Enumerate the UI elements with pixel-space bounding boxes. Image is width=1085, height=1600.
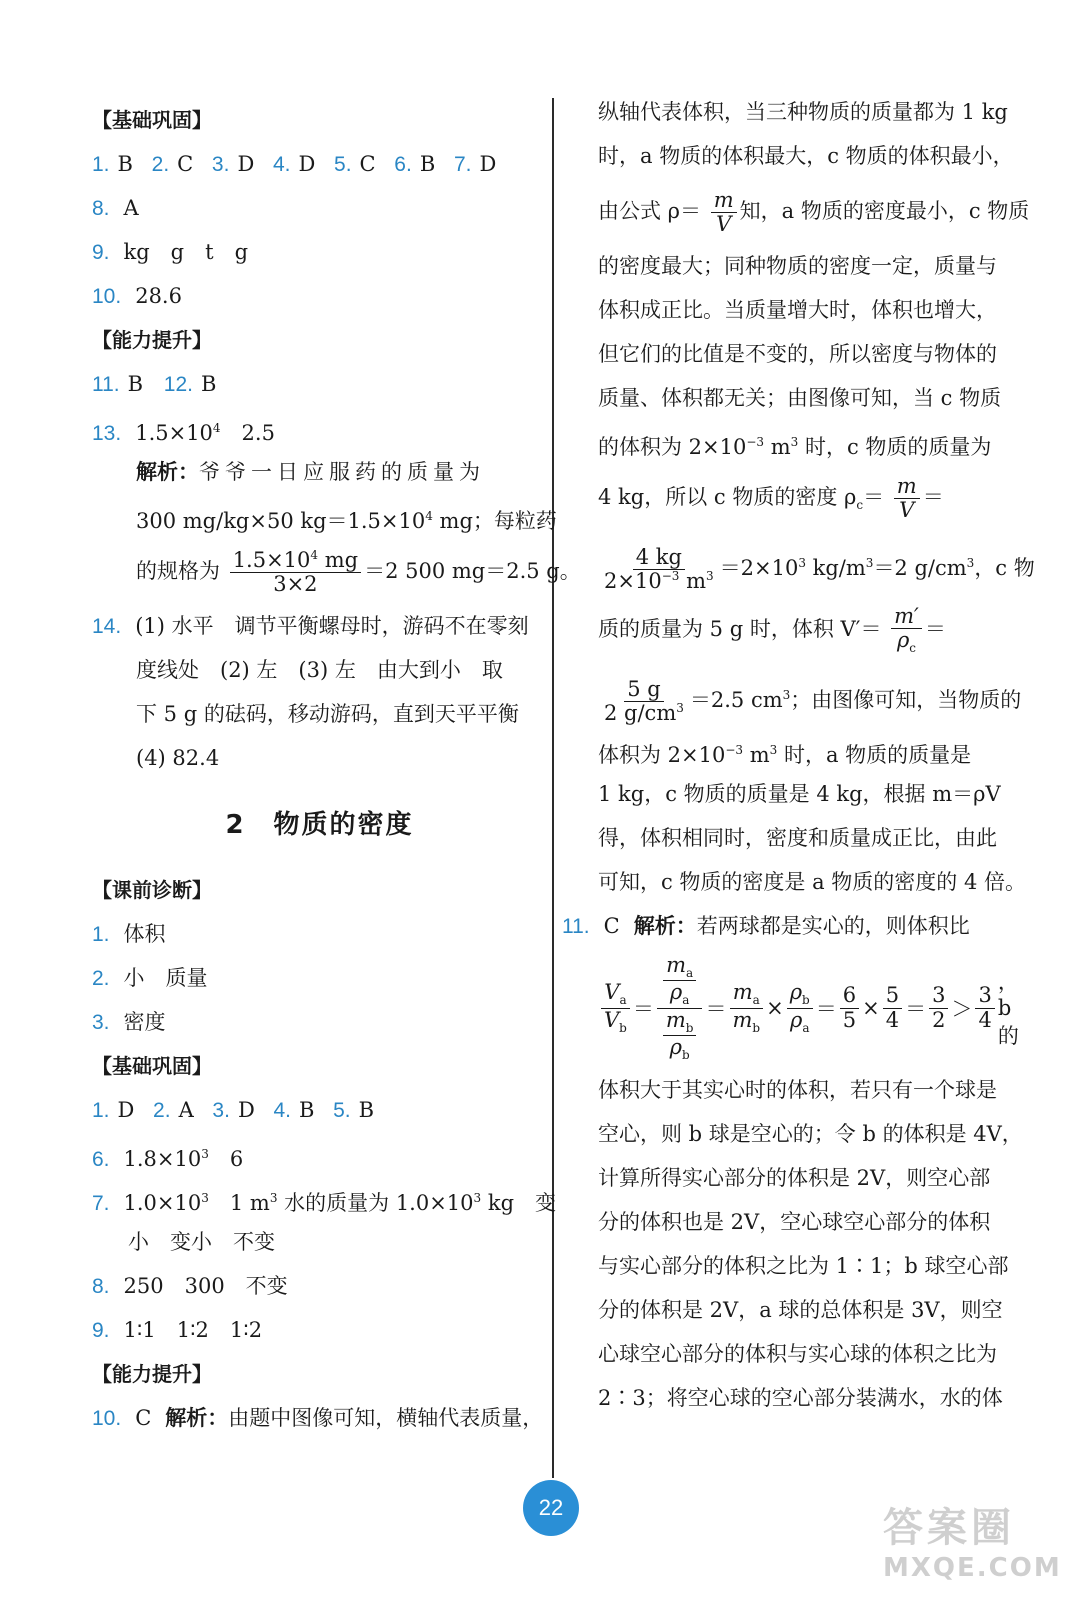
frac-numerator: 4 kg bbox=[633, 546, 685, 570]
analysis-text: 若两球都是实心的，则体积比 bbox=[696, 914, 970, 938]
analysis-label: 解析： bbox=[165, 1406, 229, 1430]
analysis-text: m bbox=[743, 743, 770, 767]
section-heading-jichu-2: 【基础巩固】 bbox=[92, 1054, 212, 1078]
analysis-text: ＝ bbox=[924, 617, 946, 641]
q-answer: B bbox=[298, 1098, 315, 1122]
superscript: 3 bbox=[473, 1191, 482, 1205]
frac-numerator: m bbox=[894, 475, 920, 499]
superscript: 3 bbox=[201, 1191, 209, 1205]
analysis-text: ＝ bbox=[922, 485, 944, 509]
frac-denominator bbox=[601, 570, 717, 593]
analysis-line: 与实心部分的体积之比为 1∶1；b 球空心部 bbox=[598, 1254, 1009, 1278]
q-answer: 2.5 bbox=[220, 421, 275, 445]
superscript: −3 bbox=[746, 435, 765, 449]
operator: ＝ bbox=[905, 997, 927, 1021]
fraction bbox=[891, 605, 922, 655]
frac-numerator: mg bbox=[318, 547, 359, 572]
analysis-line: 体积成正比。当质量增大时，体积也增大， bbox=[598, 298, 997, 322]
q-number: 7. bbox=[92, 1192, 110, 1215]
analysis-line: 分的体积是 2V，a 球的总体积是 3V，则空 bbox=[598, 1298, 1003, 1322]
analysis-line: 心球空心部分的体积与实心球的体积之比为 bbox=[598, 1342, 997, 1366]
q-answer: D bbox=[237, 152, 255, 176]
analysis-line: 计算所得实心部分的体积是 2V，则空心部 bbox=[598, 1166, 991, 1190]
q-number: 1. bbox=[92, 1099, 110, 1122]
right-column bbox=[562, 90, 1035, 1420]
analysis-line-formula bbox=[562, 530, 1035, 596]
page-number-badge: 22 bbox=[523, 1480, 579, 1536]
superscript: 3 bbox=[865, 556, 874, 570]
analysis-13-line1 bbox=[92, 450, 547, 494]
analysis-text: ＝2.5 cm bbox=[689, 688, 783, 712]
q-number: 3. bbox=[212, 1099, 230, 1122]
var: ρ bbox=[789, 1007, 803, 1032]
q-answer: 1.5×10 bbox=[135, 421, 213, 445]
q-answer: D bbox=[117, 1098, 135, 1122]
watermark-url: MXQE.COM bbox=[883, 1553, 1062, 1583]
q-number: 12. bbox=[163, 373, 193, 396]
analysis-line: 纵轴代表体积，当三种物质的质量都为 1 kg bbox=[598, 100, 1008, 124]
q-answer: D bbox=[237, 1098, 255, 1122]
q-answer: 1 m bbox=[208, 1191, 270, 1215]
subscript: b bbox=[685, 1020, 694, 1035]
q-number: 9. bbox=[92, 241, 110, 264]
q-answer: D bbox=[479, 152, 497, 176]
volume-ratio-formula bbox=[562, 948, 1022, 1068]
superscript: 3 bbox=[966, 556, 975, 570]
superscript: 3 bbox=[269, 1191, 278, 1205]
chapter-title: 2 物质的密度 bbox=[225, 810, 414, 840]
answer-14-line1 bbox=[92, 604, 547, 648]
subscript: a bbox=[682, 993, 690, 1008]
denominator-text: ρ bbox=[896, 628, 910, 653]
fraction bbox=[883, 984, 902, 1031]
analysis-13-line2 bbox=[92, 494, 557, 538]
superscript: 4 bbox=[212, 421, 221, 435]
subscript: b bbox=[752, 1020, 761, 1035]
var: m bbox=[665, 1007, 686, 1032]
q-answer: 6 bbox=[208, 1147, 244, 1171]
q-answer: C bbox=[177, 152, 194, 176]
answer-8b bbox=[92, 1264, 547, 1308]
q-number: 2. bbox=[153, 1099, 171, 1122]
superscript: 3 bbox=[782, 688, 791, 702]
analysis-line: 分的体积也是 2V，空心球空心部分的体积 bbox=[598, 1210, 991, 1234]
analysis-text: 的规格为 bbox=[136, 559, 220, 583]
analysis-line: 体积大于其实心时的体积，若只有一个球是 bbox=[598, 1078, 997, 1102]
q-answer: A bbox=[123, 196, 139, 220]
superscript: 3 bbox=[705, 569, 714, 583]
q-answer: 1.8×10 bbox=[123, 1147, 202, 1171]
superscript: 3 bbox=[676, 701, 684, 715]
q-answer: C bbox=[603, 914, 620, 938]
q-number: 3. bbox=[211, 153, 230, 176]
q-answer: 1.0×10 bbox=[123, 1191, 202, 1215]
section-heading-jichu: 【基础巩固】 bbox=[92, 108, 212, 132]
analysis-line-formula bbox=[562, 464, 1022, 530]
answer-row-1-7 bbox=[92, 142, 547, 186]
answer-7-line2: 小 变小 不变 bbox=[128, 1230, 275, 1254]
analysis-label: 解析： bbox=[633, 914, 697, 938]
q-number: 11. bbox=[562, 915, 590, 938]
superscript: 3 bbox=[769, 743, 778, 757]
frac-denominator: 5 bbox=[842, 1007, 857, 1032]
kq-answer-3 bbox=[92, 1000, 547, 1044]
frac-numerator: 3 bbox=[929, 984, 948, 1008]
frac-numerator: 1.5×10 bbox=[232, 547, 311, 572]
superscript: 4 bbox=[425, 509, 433, 523]
subscript: a bbox=[802, 1020, 810, 1035]
q-answer: B bbox=[127, 372, 144, 396]
section-heading-kqzd: 【课前诊断】 bbox=[92, 878, 212, 902]
answer-11-12 bbox=[92, 362, 547, 406]
frac-denominator bbox=[601, 702, 687, 725]
q-answer: B bbox=[200, 372, 217, 396]
superscript: 4 bbox=[310, 547, 319, 562]
q-number: 14. bbox=[92, 615, 122, 638]
analysis-text: 爷爷一日应服药的质量为 bbox=[199, 460, 485, 484]
analysis-line: 得，体积相同时，密度和质量成正比，由此 bbox=[598, 826, 997, 850]
answer-10b bbox=[92, 1396, 547, 1440]
frac-denominator bbox=[894, 629, 919, 655]
q-number: 6. bbox=[394, 153, 412, 176]
fraction bbox=[840, 984, 859, 1031]
denominator-text: 2 g/cm bbox=[604, 701, 677, 725]
fraction bbox=[729, 981, 763, 1035]
subscript: a bbox=[619, 993, 627, 1008]
q-answer: kg g t g bbox=[123, 240, 249, 264]
answer-row-1-5 bbox=[92, 1088, 547, 1132]
fraction bbox=[929, 984, 948, 1031]
frac-numerator: 5 bbox=[883, 984, 902, 1008]
analysis-line-formula bbox=[562, 178, 1030, 244]
fraction bbox=[230, 549, 361, 596]
frac-numerator: 6 bbox=[840, 984, 859, 1008]
q-answer: 小 质量 bbox=[123, 966, 208, 990]
subscript: a bbox=[752, 993, 760, 1008]
q-answer: B bbox=[358, 1098, 375, 1122]
var: m bbox=[666, 952, 687, 977]
frac-denominator: 4 bbox=[978, 1007, 992, 1032]
analysis-text: 由题中图像可知，横轴代表质量， bbox=[228, 1406, 544, 1430]
q-number: 11. bbox=[92, 373, 120, 396]
superscript: 3 bbox=[201, 1147, 209, 1161]
fraction bbox=[663, 1009, 697, 1063]
var: ρ bbox=[789, 980, 803, 1005]
analysis-line: 空心，则 b 球是空心的；令 b 的体积是 4V， bbox=[598, 1122, 1023, 1146]
analysis-line-formula bbox=[562, 596, 1022, 662]
var: V bbox=[604, 980, 620, 1005]
operator: × bbox=[862, 996, 880, 1020]
q-number: 7. bbox=[453, 153, 472, 176]
watermark-text: 答案圈 bbox=[883, 1505, 1015, 1551]
q-number: 5. bbox=[333, 1099, 351, 1122]
section-heading-nengli-2: 【能力提升】 bbox=[92, 1362, 212, 1386]
answer-14-line3: 下 5 g 的砝码，移动游码，直到天平平衡 bbox=[136, 702, 519, 726]
q-number: 8. bbox=[92, 197, 110, 220]
answer-9 bbox=[92, 230, 547, 274]
q-number: 2. bbox=[92, 967, 110, 990]
q-answer: C bbox=[359, 152, 376, 176]
answer-13 bbox=[92, 406, 547, 450]
var: ρ bbox=[669, 980, 683, 1005]
section-heading-nengli: 【能力提升】 bbox=[92, 328, 212, 352]
fraction bbox=[663, 954, 696, 1008]
answer-14-line2: 度线处 (2) 左 (3) 左 由大到小 取 bbox=[136, 658, 503, 682]
kq-answer-2 bbox=[92, 956, 547, 1000]
q-answer: kg 变 bbox=[481, 1191, 557, 1215]
analysis-line bbox=[562, 420, 1022, 464]
analysis-13-line3 bbox=[92, 538, 581, 604]
operator: ＝ bbox=[815, 997, 837, 1021]
q-answer: 密度 bbox=[123, 1010, 166, 1034]
kq-answer-1 bbox=[92, 912, 547, 956]
answer-10 bbox=[92, 274, 547, 318]
q-number: 2. bbox=[151, 153, 170, 176]
analysis-label: 解析： bbox=[136, 460, 199, 484]
answer-14-line4: (4) 82.4 bbox=[136, 746, 220, 770]
answer-8 bbox=[92, 186, 547, 230]
q-number: 13. bbox=[92, 422, 122, 445]
analysis-text: mg；每粒药 bbox=[432, 509, 557, 533]
fraction bbox=[601, 546, 717, 593]
answer-9b bbox=[92, 1308, 547, 1352]
frac-denominator: 4 bbox=[885, 1007, 900, 1032]
analysis-text: m bbox=[764, 435, 791, 459]
q-answer: 水的质量为 1.0×10 bbox=[277, 1191, 474, 1215]
analysis-text: 质的质量为 5 g 时，体积 V′＝ bbox=[598, 617, 882, 641]
subscript: c bbox=[856, 498, 864, 513]
operator: ＝ bbox=[705, 997, 727, 1021]
var: m bbox=[732, 1007, 753, 1032]
analysis-text: ＝ bbox=[863, 485, 885, 509]
analysis-line: 但它们的比值是不变的，所以密度与物体的 bbox=[598, 342, 997, 366]
q-answer: 体积 bbox=[123, 922, 166, 946]
analysis-text: 300 mg/kg×50 kg＝1.5×10 bbox=[136, 509, 426, 533]
q-number: 3. bbox=[92, 1011, 110, 1034]
q-answer: (1) 水平 调节平衡螺母时，游码不在零刻 bbox=[135, 614, 529, 638]
q-answer: C bbox=[135, 1406, 152, 1430]
operator: × bbox=[766, 996, 784, 1020]
fraction bbox=[601, 981, 630, 1035]
superscript: 3 bbox=[798, 556, 806, 570]
subscript: c bbox=[909, 641, 917, 656]
fraction bbox=[975, 984, 994, 1031]
analysis-line: 质量、体积都无关；由图像可知，当 c 物质 bbox=[598, 386, 1002, 410]
q-number: 1. bbox=[92, 923, 110, 946]
frac-denominator: 3×2 bbox=[273, 572, 318, 596]
denominator-text: 2×10 bbox=[604, 569, 662, 593]
analysis-text: 4 kg，所以 c 物质的密度 ρ bbox=[598, 485, 857, 509]
frac-numerator: m bbox=[711, 189, 737, 213]
fraction bbox=[711, 189, 737, 236]
answer-7-line1 bbox=[92, 1176, 557, 1220]
q-number: 9. bbox=[92, 1319, 110, 1342]
watermark-logo bbox=[883, 1496, 1073, 1586]
fraction bbox=[787, 981, 813, 1035]
denominator-text: m bbox=[679, 569, 706, 593]
answer-11b bbox=[562, 904, 1022, 948]
analysis-text: 体积为 2×10 bbox=[598, 743, 726, 767]
analysis-text: 知，a 物质的密度最小，c 物质 bbox=[739, 199, 1030, 223]
q-answer: D bbox=[298, 152, 316, 176]
superscript: −3 bbox=[661, 569, 680, 583]
superscript: −3 bbox=[725, 743, 744, 757]
analysis-line bbox=[562, 728, 1022, 772]
q-number: 10. bbox=[92, 1407, 122, 1430]
q-answer: 28.6 bbox=[135, 284, 182, 308]
analysis-line: 的密度最大；同种物质的密度一定，质量与 bbox=[598, 254, 997, 278]
analysis-line: 1 kg，c 物质的质量是 4 kg，根据 m＝ρV bbox=[598, 782, 1001, 806]
analysis-text: ＝2×10 bbox=[719, 556, 799, 580]
frac-numerator: m′ bbox=[891, 605, 922, 629]
left-column bbox=[92, 98, 581, 1440]
q-number: 10. bbox=[92, 285, 122, 308]
subscript: b bbox=[619, 1020, 627, 1035]
analysis-text: kg/m bbox=[805, 556, 866, 580]
q-number: 6. bbox=[92, 1148, 110, 1171]
compound-fraction bbox=[657, 954, 703, 1063]
q-answer: B bbox=[117, 152, 133, 176]
subscript: a bbox=[686, 965, 694, 980]
var: ρ bbox=[669, 1034, 682, 1059]
frac-denominator: V bbox=[899, 498, 915, 522]
fraction bbox=[601, 678, 687, 725]
q-answer: A bbox=[178, 1098, 194, 1122]
subscript: b bbox=[802, 993, 810, 1008]
analysis-text: ＝2 500 mg＝2.5 g。 bbox=[364, 559, 581, 583]
frac-numerator: 3 bbox=[975, 984, 994, 1008]
analysis-text: 时，a 物质的质量是 bbox=[777, 743, 972, 767]
q-number: 1. bbox=[92, 153, 110, 176]
analysis-line-formula bbox=[562, 662, 1022, 728]
q-number: 8. bbox=[92, 1275, 110, 1298]
subscript: b bbox=[682, 1048, 690, 1063]
analysis-line: 可知，c 物质的密度是 a 物质的密度的 4 倍。 bbox=[598, 870, 1027, 894]
superscript: 3 bbox=[790, 435, 799, 449]
frac-denominator: V bbox=[716, 212, 732, 236]
q-answer: 1∶1 1∶2 1∶2 bbox=[123, 1318, 263, 1342]
q-answer: B bbox=[419, 152, 436, 176]
column-divider bbox=[552, 98, 554, 1478]
fraction bbox=[894, 475, 920, 522]
q-answer: 250 300 不变 bbox=[123, 1274, 288, 1298]
frac-numerator: 5 g bbox=[624, 678, 663, 702]
var: m bbox=[732, 980, 753, 1005]
operator: ＞ bbox=[951, 997, 973, 1021]
q-number: 4. bbox=[273, 1099, 291, 1122]
analysis-line: 2∶3；将空心球的空心部分装满水，水的体 bbox=[598, 1386, 1003, 1410]
analysis-text: ＝2 g/cm bbox=[873, 556, 967, 580]
analysis-text: 时，c 物质的质量为 bbox=[798, 435, 992, 459]
analysis-text: ，b 的 bbox=[997, 970, 1019, 1048]
q-number: 5. bbox=[334, 153, 352, 176]
answer-6 bbox=[92, 1132, 547, 1176]
operator: ＝ bbox=[632, 997, 654, 1021]
analysis-text: ，c 物 bbox=[974, 556, 1035, 580]
analysis-text: ；由图像可知，当物质的 bbox=[790, 688, 1022, 712]
analysis-text: 的体积为 2×10 bbox=[598, 435, 747, 459]
analysis-text: 由公式 ρ＝ bbox=[598, 199, 702, 223]
analysis-line: 时，a 物质的体积最大，c 物质的体积最小， bbox=[598, 144, 1014, 168]
q-number: 4. bbox=[272, 153, 291, 176]
frac-denominator: 2 bbox=[932, 1007, 946, 1032]
var: V bbox=[604, 1007, 620, 1032]
